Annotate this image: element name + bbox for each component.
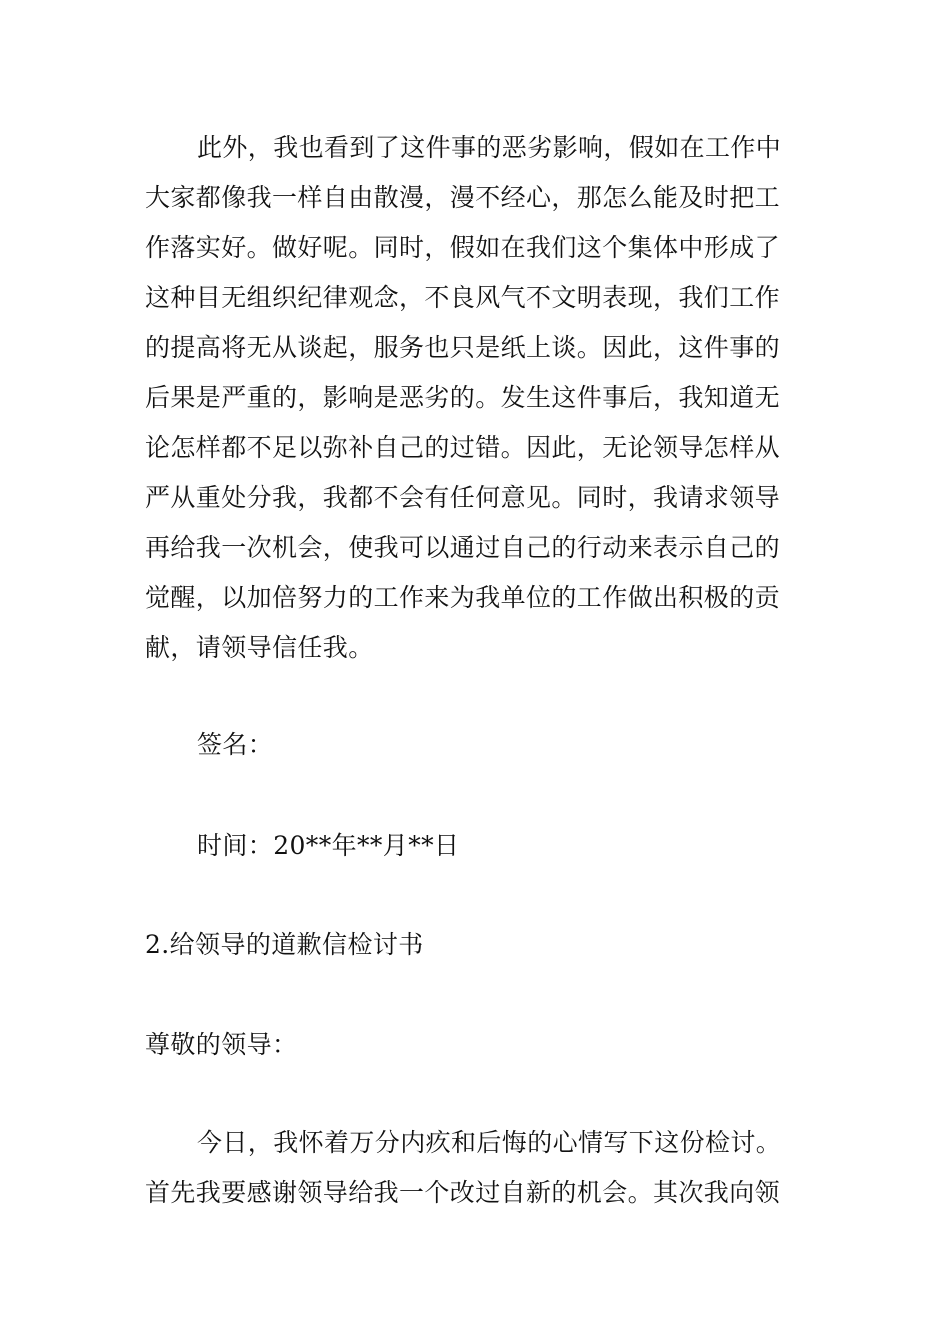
salutation-block	[145, 1020, 807, 1070]
text-line: 后果是严重的，影响是恶劣的。发生这件事后，我知道无	[145, 383, 781, 412]
text-line: 觉醒，以加倍努力的工作来为我单位的工作做出积极的贡	[145, 583, 781, 612]
text-line: 这种目无组织纪律观念，不良风气不文明表现，我们工作	[145, 283, 781, 312]
body-paragraph-2	[145, 1118, 807, 1218]
signature-block	[145, 720, 807, 770]
text-line: 作落实好。做好呢。同时，假如在我们这个集体中形成了	[145, 233, 781, 262]
section-title	[145, 920, 807, 970]
text-line: 献，请领导信任我。	[145, 633, 374, 662]
date-block	[145, 821, 807, 871]
text-line: 再给我一次机会，使我可以通过自己的行动来表示自己的	[145, 533, 781, 562]
text-line: 的提高将无从谈起，服务也只是纸上谈。因此，这件事的	[145, 333, 781, 362]
text-line: 今日，我怀着万分内疚和后悔的心情写下这份检讨。	[197, 1128, 782, 1157]
text-line: 首先我要感谢领导给我一个改过自新的机会。其次我向领	[145, 1178, 781, 1207]
section-heading: 2.给领导的道歉信检讨书	[145, 930, 424, 959]
text-line: 严从重处分我，我都不会有任何意见。同时，我请求领导	[145, 483, 781, 512]
body-paragraph-1	[145, 123, 807, 673]
text-line: 大家都像我一样自由散漫，漫不经心，那怎么能及时把工	[145, 183, 781, 212]
date-line: 时间：20**年**月**日	[197, 831, 460, 860]
signature-label: 签名：	[197, 730, 274, 759]
text-line: 论怎样都不足以弥补自己的过错。因此，无论领导怎样从	[145, 433, 781, 462]
salutation: 尊敬的领导：	[145, 1030, 298, 1059]
text-line: 此外，我也看到了这件事的恶劣影响，假如在工作中	[197, 133, 782, 162]
